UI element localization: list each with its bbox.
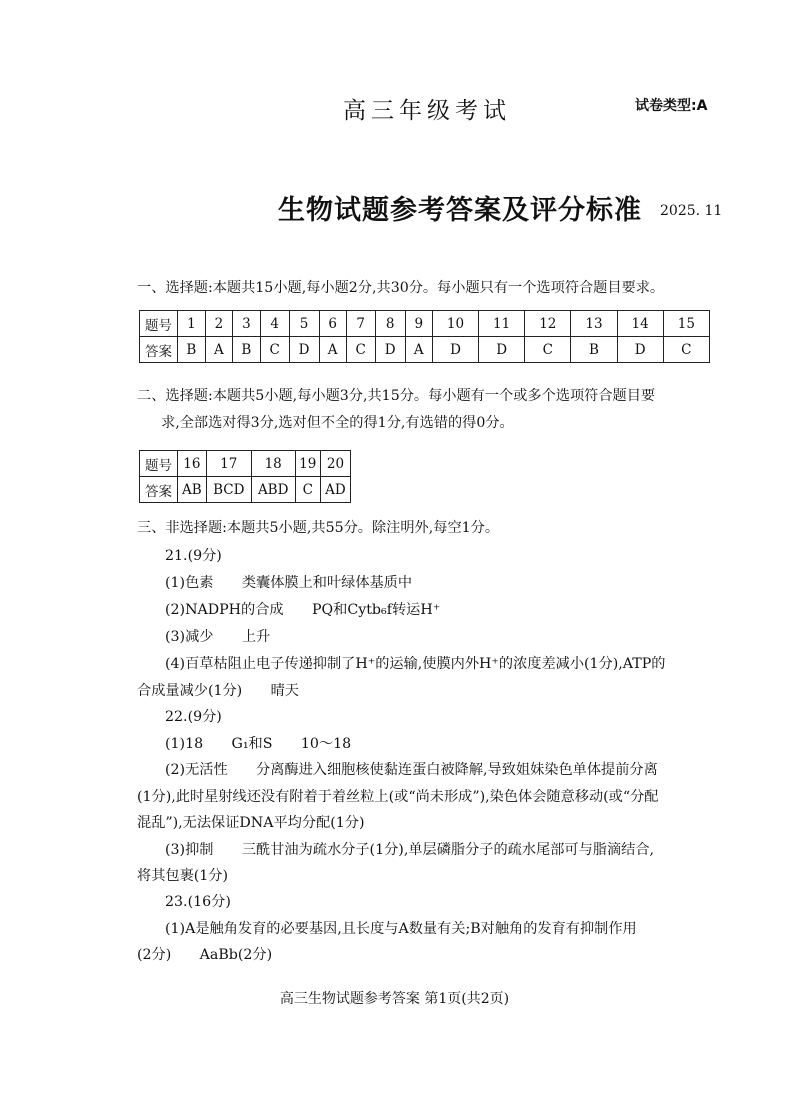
- table-cell: AB: [178, 477, 207, 503]
- table-cell: 16: [178, 451, 207, 477]
- table-cell: 12: [525, 311, 571, 337]
- table-cell: A: [405, 337, 432, 363]
- table-cell: 6: [319, 311, 346, 337]
- table-cell: 19: [295, 451, 320, 477]
- table-row-answers: [140, 337, 710, 363]
- table-row-numbers: [140, 451, 351, 477]
- table-cell: B: [233, 337, 261, 363]
- table-cell: 9: [405, 311, 432, 337]
- table-cell: 18: [251, 451, 295, 477]
- section1-answer-table: [139, 310, 710, 363]
- table-cell: 13: [571, 311, 617, 337]
- table-cell: 11: [479, 311, 525, 337]
- table-cell: 1: [178, 311, 206, 337]
- section2-heading-line2: 求,全部选对得3分,选对但不全的得1分,有选错的得0分。: [161, 415, 514, 431]
- question-21-heading: 21.(9分): [165, 548, 222, 564]
- document-date: 2025. 11: [660, 203, 723, 219]
- answer-line: (1)18 G₁和S 10～18: [165, 736, 352, 752]
- table-cell: BCD: [206, 477, 251, 503]
- table-cell: D: [479, 337, 525, 363]
- answer-line: (2分) AaBb(2分): [137, 947, 273, 963]
- table-cell: D: [432, 337, 478, 363]
- section2-heading-line1: 二、选择题:本题共5小题,每小题3分,共15分。每小题有一个或多个选项符合题目要: [137, 388, 656, 404]
- document-title: 生物试题参考答案及评分标准: [278, 195, 642, 226]
- row-label-number: 题号: [140, 451, 178, 477]
- table-cell: 10: [432, 311, 478, 337]
- table-cell: D: [289, 337, 319, 363]
- table-cell: B: [178, 337, 206, 363]
- table-cell: 4: [260, 311, 289, 337]
- table-cell: AD: [320, 477, 350, 503]
- table-row-answers: [140, 477, 351, 503]
- answer-line: (1分),此时星射线还没有附着于着丝粒上(或“尚未形成”),染色体会随意移动(或“分配: [137, 789, 659, 805]
- question-22-heading: 22.(9分): [165, 709, 222, 725]
- table-cell: 20: [320, 451, 350, 477]
- answer-line: (4)百草枯阻止电子传递抑制了H⁺的运输,使膜内外H⁺的浓度差减小(1分),ATP的: [165, 656, 666, 672]
- table-cell: 15: [663, 311, 709, 337]
- answer-line: 将其包裹(1分): [137, 868, 229, 884]
- table-cell: B: [571, 337, 617, 363]
- answer-line: (3)减少 上升: [165, 629, 271, 645]
- table-cell: D: [375, 337, 405, 363]
- section3-heading: 三、非选择题:本题共5小题,共55分。除注明外,每空1分。: [137, 520, 500, 536]
- table-row-numbers: [140, 311, 710, 337]
- table-cell: A: [205, 337, 232, 363]
- table-cell: 2: [205, 311, 232, 337]
- row-label-answer: 答案: [140, 477, 178, 503]
- table-cell: 5: [289, 311, 319, 337]
- table-cell: C: [525, 337, 571, 363]
- table-cell: ABD: [251, 477, 295, 503]
- page-footer: 高三生物试题参考答案 第1页(共2页): [279, 991, 510, 1007]
- answer-line: (2)NADPH的合成 PQ和Cytb₆f转运H⁺: [165, 602, 441, 618]
- table-cell: D: [617, 337, 663, 363]
- table-cell: C: [663, 337, 709, 363]
- table-cell: C: [295, 477, 320, 503]
- answer-line: 合成量减少(1分) 晴天: [137, 683, 299, 699]
- answer-line: (3)抑制 三酰甘油为疏水分子(1分),单层磷脂分子的疏水尾部可与脂滴结合,: [165, 842, 655, 858]
- answer-line: (2)无活性 分离酶进入细胞核使黏连蛋白被降解,导致姐妹染色单体提前分离: [165, 762, 658, 778]
- section2-answer-table: [139, 450, 351, 503]
- table-cell: 17: [206, 451, 251, 477]
- table-cell: C: [346, 337, 375, 363]
- question-23-heading: 23.(16分): [165, 894, 231, 910]
- table-cell: 14: [617, 311, 663, 337]
- table-cell: C: [260, 337, 289, 363]
- table-cell: 8: [375, 311, 405, 337]
- paper-type-label: 试卷类型:A: [635, 98, 708, 114]
- table-cell: 3: [233, 311, 261, 337]
- table-cell: 7: [346, 311, 375, 337]
- row-label-number: 题号: [140, 311, 178, 337]
- answer-line: (1)色素 类囊体膜上和叶绿体基质中: [165, 575, 413, 591]
- answer-line: 混乱”),无法保证DNA平均分配(1分): [137, 815, 365, 831]
- section1-heading: 一、选择题:本题共15小题,每小题2分,共30分。每小题只有一个选项符合题目要求。: [137, 280, 665, 296]
- row-label-answer: 答案: [140, 337, 178, 363]
- exam-grade-heading: 高三年级考试: [343, 98, 511, 124]
- answer-line: (1)A是触角发育的必要基因,且长度与A数量有关;B对触角的发育有抑制作用: [165, 921, 637, 937]
- table-cell: A: [319, 337, 346, 363]
